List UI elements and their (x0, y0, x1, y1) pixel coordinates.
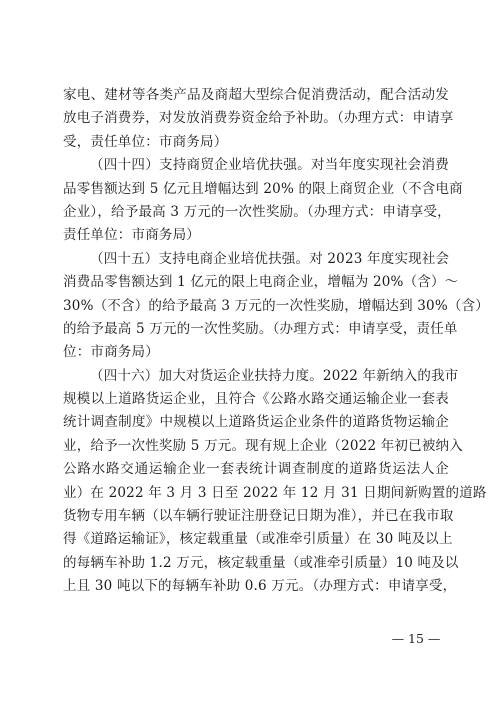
page-number: — 15 — (391, 631, 441, 646)
document-body (63, 84, 489, 599)
text-line: 责任单位：市商务局） (63, 227, 200, 244)
text-line: 受，责任单位：市商务局） (63, 133, 228, 150)
paragraph-item-44 (63, 154, 463, 248)
text-line: 业，给予一次性奖励 5 万元。现有规上企业（2022 年初已被纳入 (63, 437, 463, 454)
text-line: 公路水路交通运输企业一套表统计调查制度的道路货运法人企 (63, 461, 449, 478)
text-line: （四十六）加大对货运企业扶持力度。2022 年新纳入的我市 (90, 367, 459, 384)
text-line: 位：市商务局） (63, 344, 159, 361)
paragraph-continuation (63, 84, 454, 154)
text-line: （四十四）支持商贸企业培优扶强。对当年度实现社会消费 (90, 157, 449, 174)
text-line: 企业），给予最高 3 万元的一次性奖励。（办理方式：申请享受， (63, 203, 451, 220)
text-line: 30%（不含）的给予最高 3 万元的一次性奖励，增幅达到 30%（含） (63, 297, 489, 314)
text-line: 规模以上道路货运企业，且符合《公路水路交通运输企业一套表 (63, 391, 449, 408)
text-line: 统计调查制度》中规模以上道路货运企业条件的道路货物运输企 (63, 414, 449, 431)
paragraph-item-46 (63, 365, 487, 599)
text-line: 得《道路运输证》，核定载重量（或准牵引质量）在 30 吨及以上 (63, 531, 453, 548)
text-line: 的每辆车补助 1.2 万元，核定载重量（或准牵引质量）10 吨及以 (63, 554, 459, 571)
text-line: 货物专用车辆（以车辆行驶证注册登记日期为准），并已在我市取 (63, 508, 454, 525)
paragraph-item-45 (63, 248, 489, 365)
text-line: 放电子消费券，对发放消费券资金给予补助。（办理方式：申请享 (63, 110, 454, 127)
text-line: 品零售额达到 5 亿元且增幅达到 20% 的限上商贸企业（不含电商 (63, 180, 463, 197)
text-line: 家电、建材等各类产品及商超大型综合促消费活动，配合活动发 (63, 87, 449, 103)
text-line: 上且 30 吨以下的每辆车补助 0.6 万元。（办理方式：申请享受， (63, 578, 457, 595)
text-line: 业）在 2022 年 3 月 3 日至 2022 年 12 月 31 日期间新购置的道路 (63, 484, 487, 501)
text-line: （四十五）支持电商企业培优扶强。对 2023 年度实现社会 (90, 250, 450, 267)
text-line: 消费品零售额达到 1 亿元的限上电商企业，增幅为 20%（含）～ (63, 274, 459, 291)
text-line: 的给予最高 5 万元的一次性奖励。（办理方式：申请享受，责任单 (63, 320, 458, 337)
